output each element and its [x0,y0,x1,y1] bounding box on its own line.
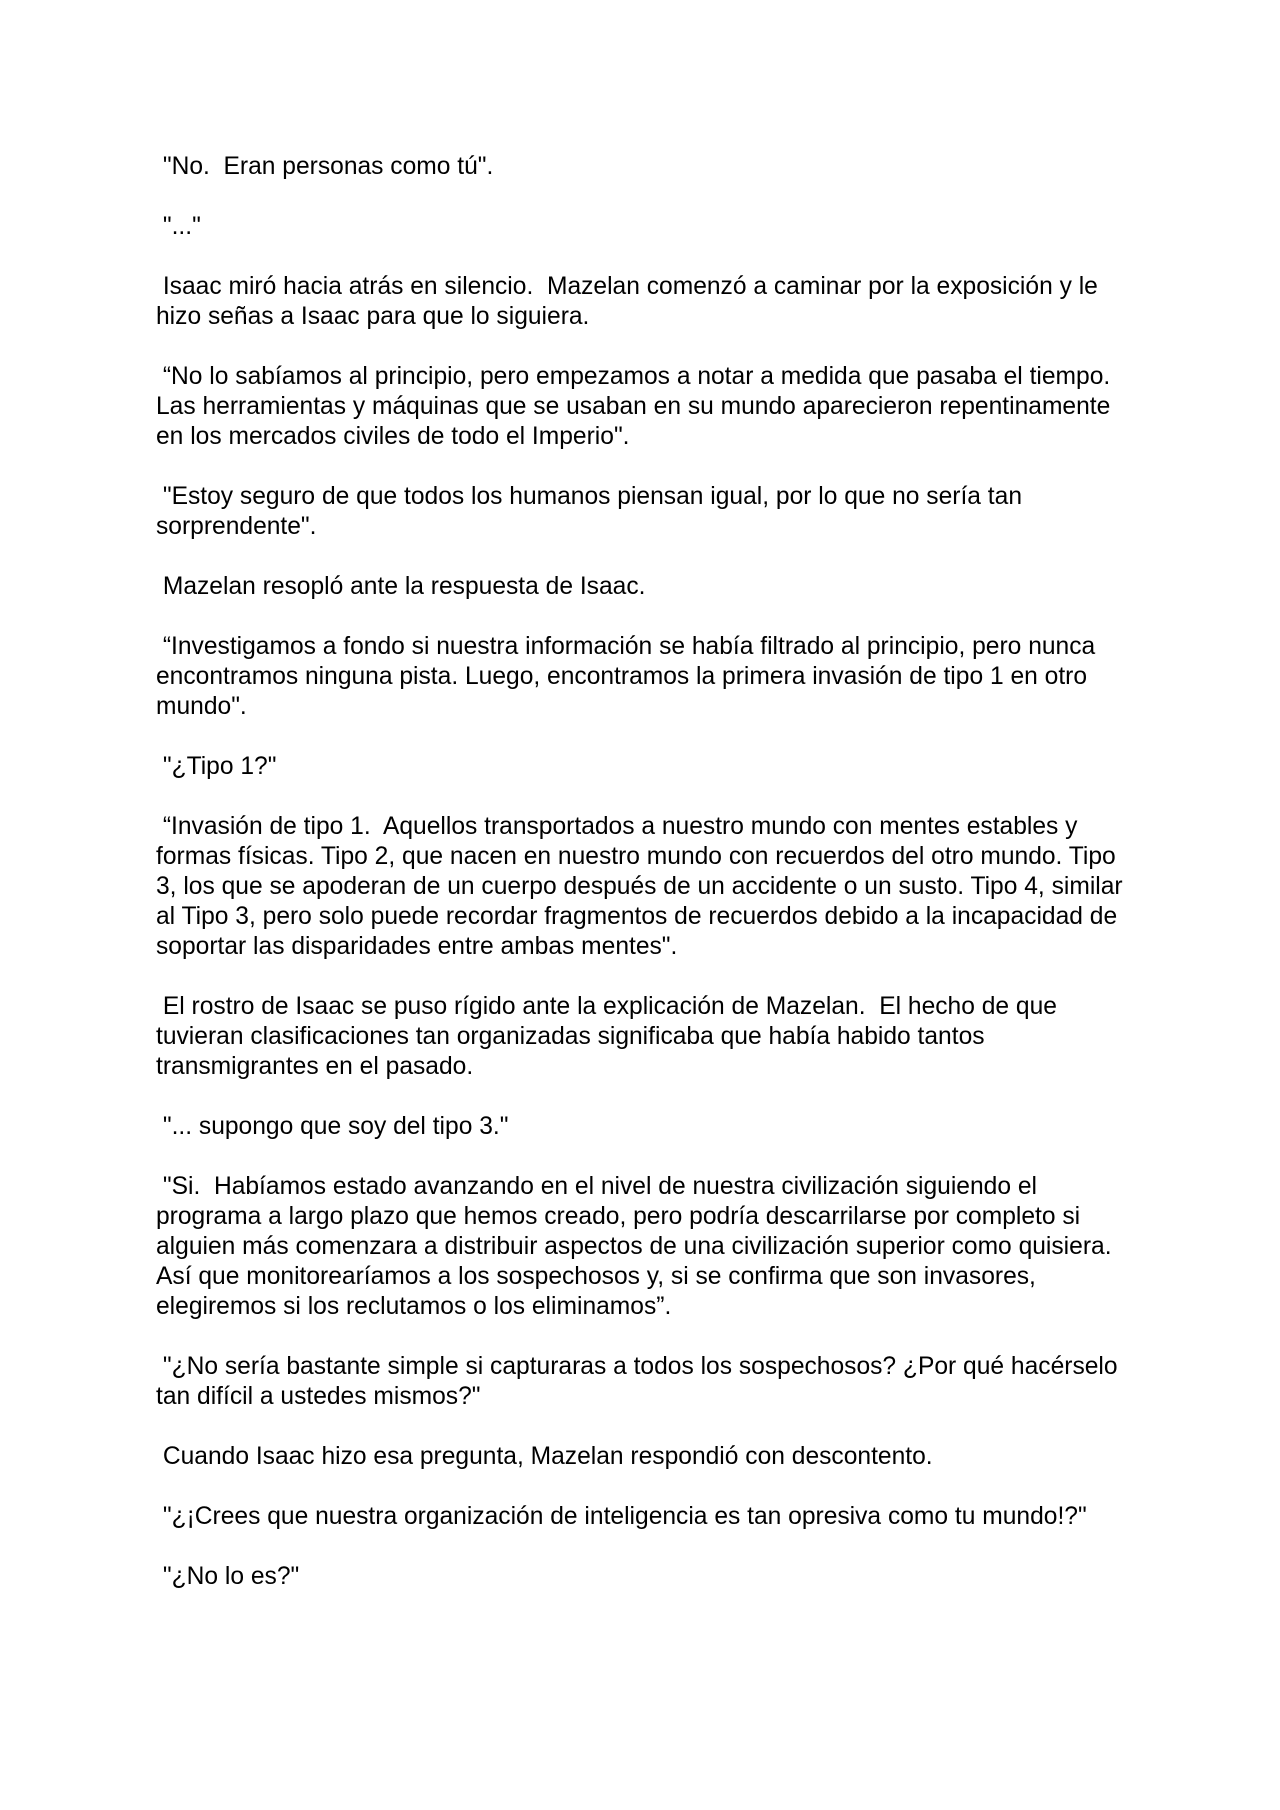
paragraph: El rostro de Isaac se puso rígido ante la explicación de Mazelan. El hecho de que tuvieran clasificaciones tan organizadas significaba que había habido tantos transmigrantes en el pasado. [156,993,1064,1080]
paragraph: Mazelan resopló ante la respuesta de Isaac. [156,573,646,600]
paragraph: "¿No lo es?" [156,1563,300,1590]
paragraph: "Estoy seguro de que todos los humanos piensan igual, por lo que no sería tan sorprendente". [156,483,1029,540]
paragraph: "¿Tipo 1?" [156,753,277,780]
paragraph: Isaac miró hacia atrás en silencio. Mazelan comenzó a caminar por la exposición y le hizo señas a Isaac para que lo siguiera. [156,273,1105,330]
paragraph: "¿¡Crees que nuestra organización de inteligencia es tan opresiva como tu mundo!?" [156,1503,1087,1530]
paragraph: “No lo sabíamos al principio, pero empezamos a notar a medida que pasaba el tiempo. Las herramientas y máquinas que se usaban en su mundo aparecieron repentinamente en los mercados civiles de todo el Imperio". [156,363,1118,450]
paragraph: "¿No sería bastante simple si capturaras a todos los sospechosos? ¿Por qué hacérselo tan difícil a ustedes mismos?" [156,1353,1125,1410]
paragraph: "..." [156,213,201,240]
paragraph: Cuando Isaac hizo esa pregunta, Mazelan respondió con descontento. [156,1443,933,1470]
paragraph: “Invasión de tipo 1. Aquellos transportados a nuestro mundo con mentes estables y formas físicas. Tipo 2, que nacen en nuestro mundo con recuerdos del otro mundo. Tipo 3, los que se apoderan de un cuerpo después de un accidente o un susto. Tipo 4, similar al Tipo 3, pero solo puede recordar fragmentos de recuerdos debido a la incapacidad de soportar las disparidades entre ambas mentes". [156,813,1130,960]
document-body [156,152,1136,1622]
paragraph: "Si. Habíamos estado avanzando en el nivel de nuestra civilización siguiendo el programa a largo plazo que hemos creado, pero podría descarrilarse por completo si alguien más comenzara a distribuir aspectos de una civilización superior como quisiera. Así que monitorearíamos a los sospechosos y, si se confirma que son invasores, elegiremos si los reclutamos o los eliminamos”. [156,1173,1118,1320]
paragraph: "... supongo que soy del tipo 3." [156,1113,509,1140]
paragraph: "No. Eran personas como tú". [156,153,494,180]
paragraph: “Investigamos a fondo si nuestra información se había filtrado al principio, pero nunca encontramos ninguna pista. Luego, encontramos la primera invasión de tipo 1 en otro mundo". [156,633,1103,720]
